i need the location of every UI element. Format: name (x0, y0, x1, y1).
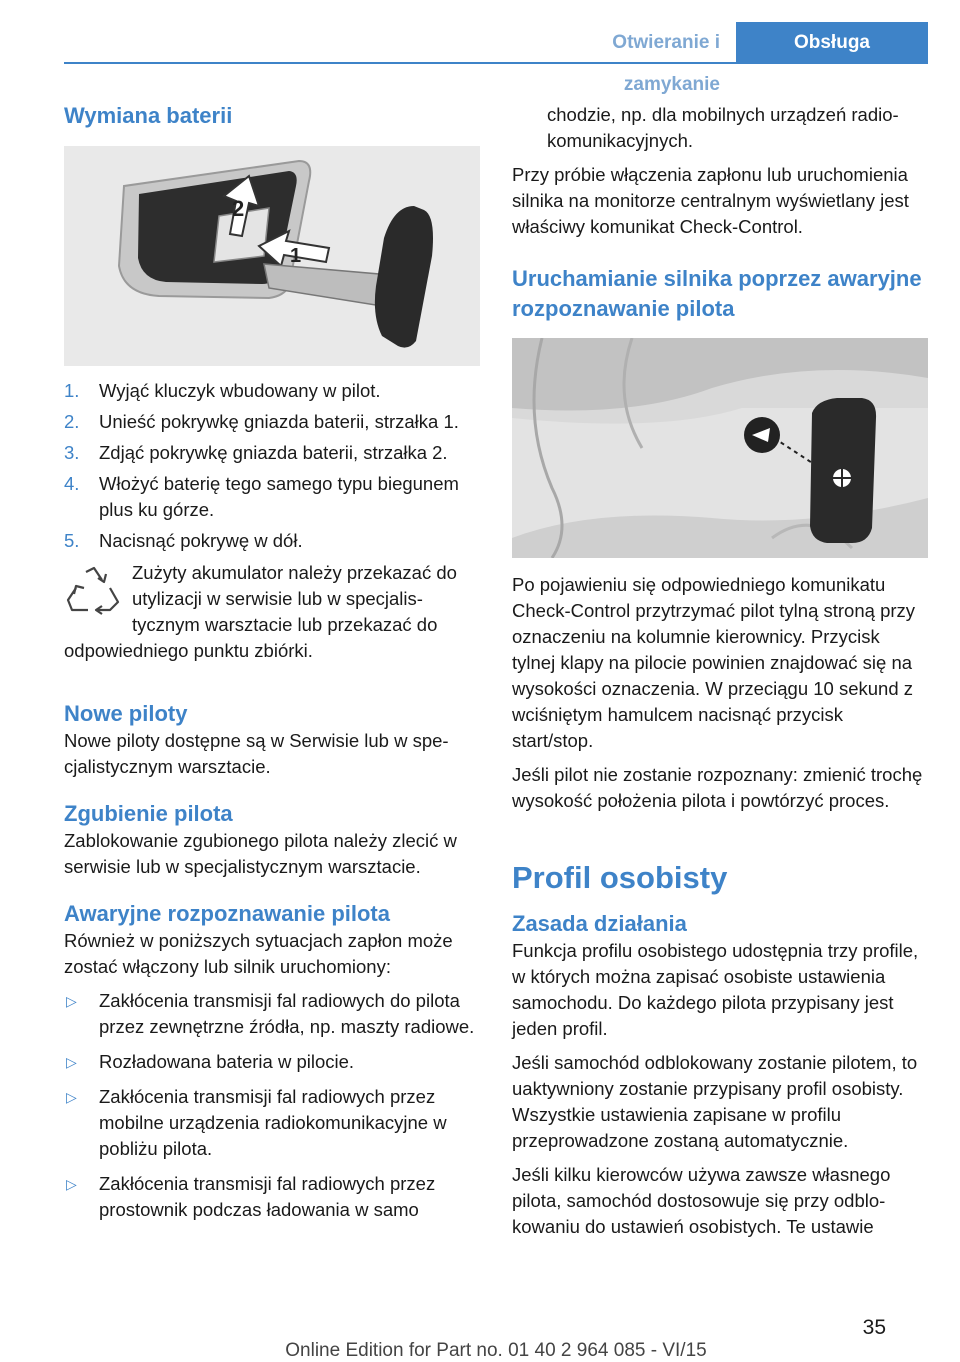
step-item (64, 409, 480, 435)
step-item (64, 528, 480, 554)
list-item-text: Rozładowana bateria w pilocie. (99, 1051, 355, 1072)
step-text: Unieść pokrywkę gniazda baterii, strzałka 1. (99, 411, 459, 432)
bullet-triangle-icon: ▷ (66, 1176, 77, 1192)
new-remotes-title: Nowe piloty (64, 701, 188, 726)
bullet-triangle-icon: ▷ (66, 1089, 77, 1105)
principle-title: Zasada działania (512, 911, 687, 936)
step-text: Wyjąć kluczyk wbudowany w pilot. (99, 380, 381, 401)
list-item-text: Zakłócenia transmisji fal radiowych przez mobilne urządzenia radiokomunikacyjne w pobliżu pilota. (99, 1086, 447, 1159)
step-number: 3. (64, 442, 80, 463)
step-item (64, 378, 480, 404)
section-tab[interactable]: Otwieranie i zamykanie (612, 32, 720, 95)
step-number: 4. (64, 473, 80, 494)
steering-column-illustration (512, 338, 928, 558)
right-column (512, 102, 928, 1240)
step-number: 1. (64, 380, 80, 401)
list-item (64, 1049, 480, 1075)
step-item (64, 471, 480, 523)
profile-title: Profil osobisty (512, 860, 728, 895)
left-column (64, 92, 480, 1232)
header-rule (64, 62, 928, 64)
emergency-title: Awaryjne rozpoznawanie pilota (64, 901, 390, 926)
list-item-text: Zakłócenia transmisji fal radiowych przez prostownik podczas ładowania w samo (99, 1173, 436, 1220)
recycle-note-text: Zużyty akumulator należy przekazać do utylizacji w serwisie lub w specjalistycznym warsztacie lub przekazać do odpowiedniego punktu zbiórki. (64, 562, 457, 661)
list-item (64, 1171, 480, 1223)
page-number: 35 (862, 1316, 886, 1339)
bullet-triangle-icon: ▷ (66, 1054, 77, 1070)
step-text: Nacisnąć pokrywę w dół. (99, 530, 303, 551)
principle-text-1: Funkcja profilu osobistego udostępnia trzy profile, w których można zapisać osobiste ustawienia samochodu. Do każdego pilota przypisany jest jeden profil. (512, 940, 919, 1039)
lost-remote-text: Zablokowanie zgubionego pilota należy zlecić w serwisie lub w specjalistycznym warsztacie. (64, 830, 457, 877)
ignition-text: Przy próbie włączenia zapłonu lub uruchomienia silnika na monitorze centralnym wyświetlany jest właściwy komunikat Check-Control. (512, 164, 909, 237)
list-item (64, 988, 480, 1040)
bullet-triangle-icon: ▷ (66, 993, 77, 1009)
list-item (64, 1084, 480, 1162)
recycle-note (64, 560, 480, 664)
edition-note: Online Edition for Part no. 01 40 2 964 085 - VI/15 (285, 1340, 707, 1361)
step-number: 5. (64, 530, 80, 551)
key-illustration (64, 146, 480, 366)
emergency-retry-text: Jeśli pilot nie zostanie rozpoznany: zmienić trochę wysokość położenia pilota i powtórzyć proces. (512, 764, 923, 811)
battery-steps (64, 378, 480, 554)
step-text: Włożyć baterię tego samego typu biegunem plus ku górze. (99, 473, 459, 520)
principle-text-2: Jeśli samochód odblokowany zostanie pilotem, to uaktywniony zostanie przypisany profil osobisty. Wszystkie ustawienia zapisane w profilu przeprowadzone zostaną automatycznie. (512, 1052, 918, 1151)
emergency-intro: Również w poniższych sytuacjach zapłon może zostać włączony lub silnik uruchomiony: (64, 930, 453, 977)
emergency-start-title: Uruchamianie silnika poprzez awaryjne rozpoznawanie pilota (512, 266, 922, 321)
page-footer (64, 1316, 928, 1361)
emergency-list (64, 988, 480, 1223)
emergency-start-text: Po pojawieniu się odpowiedniego komunikatu Check-Control przytrzymać pilot tylną stroną przy oznaczeniu na kolumnie kierownicy. Przycisk tylnej klapy na pilocie powinien znajdować się na wysokości oznaczenia. W przeciągu 10 sekund z wciśniętym hamulcem nacisnąć przycisk start/stop. (512, 574, 916, 751)
page-header (64, 22, 928, 95)
list-item-text: Zakłócenia transmisji fal radiowych do pilota przez zewnętrzne źródła, np. maszty radiowe. (99, 990, 475, 1037)
bullet-continuation: chodzie, np. dla mobilnych urządzeń radiokomunikacyjnych. (547, 104, 899, 151)
key-battery-figure (64, 146, 480, 366)
step-item (64, 440, 480, 466)
battery-title: Wymiana baterii (64, 103, 233, 128)
lost-remote-title: Zgubienie pilota (64, 801, 233, 826)
chapter-tab[interactable]: Obsługa (736, 22, 928, 64)
recycle-icon (64, 564, 124, 620)
steering-column-figure (512, 338, 928, 558)
new-remotes-text: Nowe piloty dostępne są w Serwisie lub w specjalistycznym warsztacie. (64, 730, 449, 777)
arrow-1-label: 1 (290, 245, 302, 267)
arrow-2-label: 2 (232, 196, 245, 221)
principle-text-3: Jeśli kilku kierowców używa zawsze własnego pilota, samochód dostosowuje się przy odblokowaniu do ustawień osobistych. Te ustawie (512, 1164, 891, 1237)
step-text: Zdjąć pokrywkę gniazda baterii, strzałka 2. (99, 442, 448, 463)
step-number: 2. (64, 411, 80, 432)
